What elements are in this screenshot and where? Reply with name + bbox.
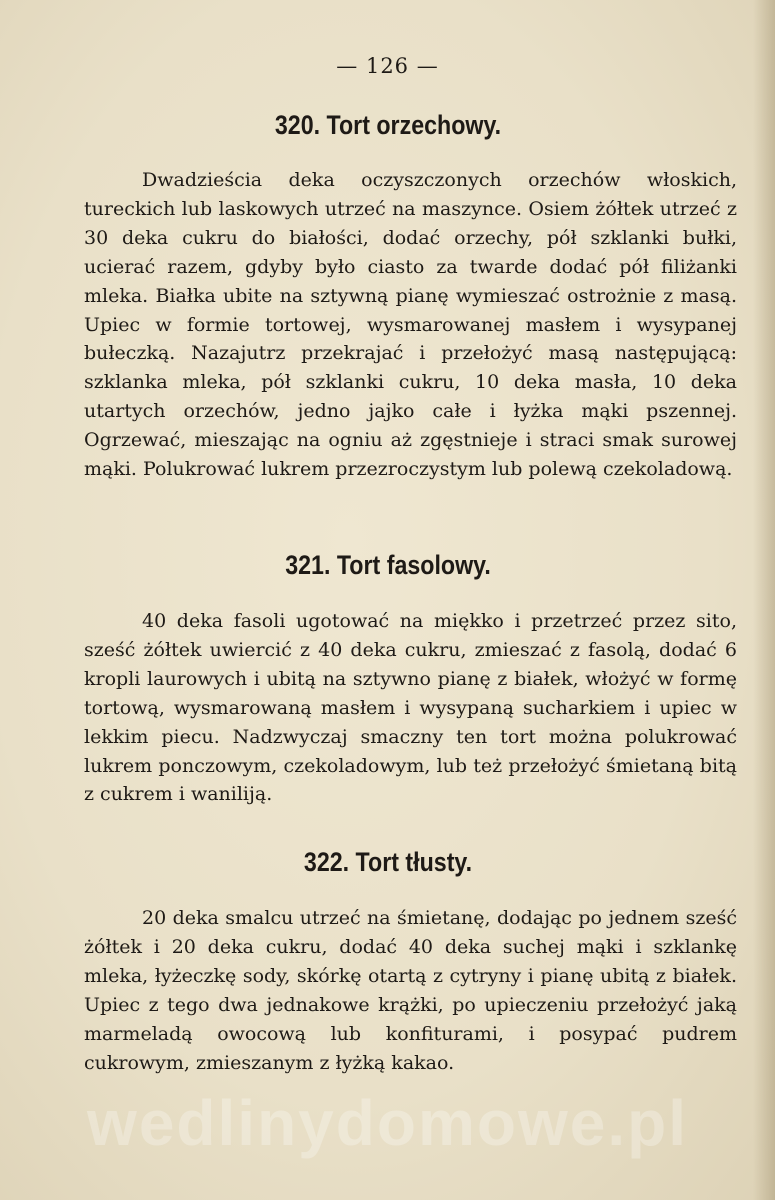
page-number: — 126 — bbox=[336, 54, 439, 78]
recipe-text-322: 20 deka smalcu utrzeć na śmietanę, dodając po jednem sześć żółtek i 20 deka cukru, dodać 40 deka suchej mąki i szklankę mleka, łyżeczkę sody, skórkę otartą z cytryny i pianę ubitą z białek. Upiec z tego dwa jednakowe krążki, po upieczeniu przełożyć jaką marmeladą owocową lub konfiturami, i posypać pudrem cukrowym, zmieszanym z łyżką kakao. bbox=[84, 907, 737, 1074]
recipe-title-320: 320. Tort orzechowy. bbox=[274, 110, 502, 140]
watermark: wedlinydomowe.pl bbox=[87, 1087, 688, 1159]
recipe-title-321: 321. Tort fasolowy. bbox=[285, 550, 491, 580]
recipe-text-320: Dwadzieścia deka oczyszczonych orzechów włoskich, tureckich lub laskowych utrzeć na maszynce. Osiem żółtek utrzeć z 30 deka cukru do białości, dodać orzechy, pół szklanki bułki, ucierać razem, gdyby było ciasto za twarde dodać pół filiżanki mleka. Białka ubite na sztywną pianę wymieszać ostrożnie z masą. Upiec w formie tortowej, wysmarowanej masłem i wysypanej bułeczką. Nazajutrz przekrajać i przełożyć masą następującą: szklanka mleka, pół szklanki cukru, 10 deka masła, 10 deka utartych orzechów, jedno jajko całe i łyżka mąki pszennej. Ogrzewać, mieszając na ogniu aż zgęstnieje i straci smak surowej mąki. Polukrować lukrem przezroczystym lub polewą czekoladową. bbox=[84, 169, 737, 481]
recipe-text-321: 40 deka fasoli ugotować na miękko i przetrzeć przez sito, sześć żółtek uwiercić z 40 deka cukru, zmieszać z fasolą, dodać 6 kropli laurowych i ubitą na sztywno pianę z białek, włożyć w formę tortową, wysmarowaną masłem i wysypaną sucharkiem i upiec w lekkim piecu. Nadzwyczaj smaczny ten tort można polukrować lukrem ponczowym, czekoladowym, lub też przełożyć śmietaną bitą z cukrem i waniliją. bbox=[84, 610, 737, 806]
page-edge-shadow bbox=[753, 0, 775, 1200]
recipe-title-322: 322. Tort tłusty. bbox=[303, 847, 473, 877]
